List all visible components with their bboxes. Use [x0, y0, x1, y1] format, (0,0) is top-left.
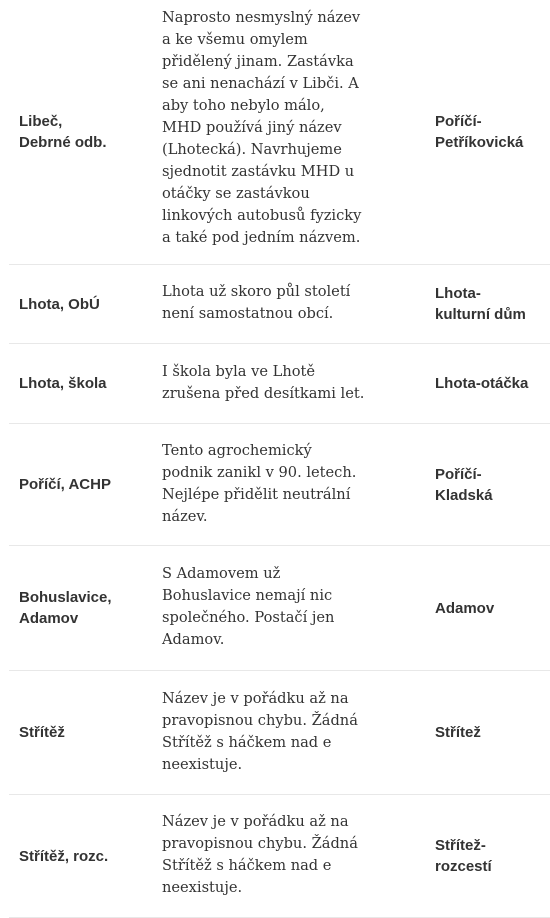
rename-reason: Název je v pořádku až na pravopisnou chybu. Žádná Střítěž s háčkem nad e neexistuje. — [154, 671, 426, 795]
table-row — [9, 424, 550, 546]
proposed-stop-name: Poříčí- Petříkovická — [426, 0, 550, 265]
table-row — [9, 265, 550, 344]
current-stop-name: Lhota, škola — [9, 344, 154, 424]
proposed-stop-name: Lhota-otáčka — [426, 344, 550, 424]
proposed-stop-name: Lhota- kulturní dům — [426, 265, 550, 344]
rename-reason: Naprosto nesmyslný název a ke všemu omylem přidělený jinam. Zastávka se ani nenachází v Libči. A aby toho nebylo málo, MHD používá jiný název (Lhotecká). Navrhujeme sjednotit zastávku MHD u otáčky se zastávkou linkových autobusů fyzicky a také pod jedním názvem. — [154, 0, 426, 265]
proposed-stop-name: Střítež — [426, 671, 550, 795]
proposed-stop-name: Poříčí- Kladská — [426, 424, 550, 546]
stop-rename-table — [9, 0, 550, 918]
rename-reason: Tento agrochemický podnik zanikl v 90. letech. Nejlépe přidělit neutrální název. — [154, 424, 426, 546]
current-stop-name: Bohuslavice, Adamov — [9, 546, 154, 671]
current-stop-name: Libeč, Debrné odb. — [9, 0, 154, 265]
table-row — [9, 795, 550, 918]
current-stop-name: Střítěž, rozc. — [9, 795, 154, 918]
rename-reason: S Adamovem už Bohuslavice nemají nic společného. Postačí jen Adamov. — [154, 546, 426, 671]
proposed-stop-name: Střítež- rozcestí — [426, 795, 550, 918]
current-stop-name: Poříčí, ACHP — [9, 424, 154, 546]
table-row — [9, 0, 550, 265]
proposed-stop-name: Adamov — [426, 546, 550, 671]
table-row — [9, 671, 550, 795]
rename-reason: I škola byla ve Lhotě zrušena před desítkami let. — [154, 344, 426, 424]
current-stop-name: Lhota, ObÚ — [9, 265, 154, 344]
table-row — [9, 344, 550, 424]
rename-reason: Název je v pořádku až na pravopisnou chybu. Žádná Střítěž s háčkem nad e neexistuje. — [154, 795, 426, 918]
table-row — [9, 546, 550, 671]
current-stop-name: Střítěž — [9, 671, 154, 795]
rename-reason: Lhota už skoro půl století není samostatnou obcí. — [154, 265, 426, 344]
